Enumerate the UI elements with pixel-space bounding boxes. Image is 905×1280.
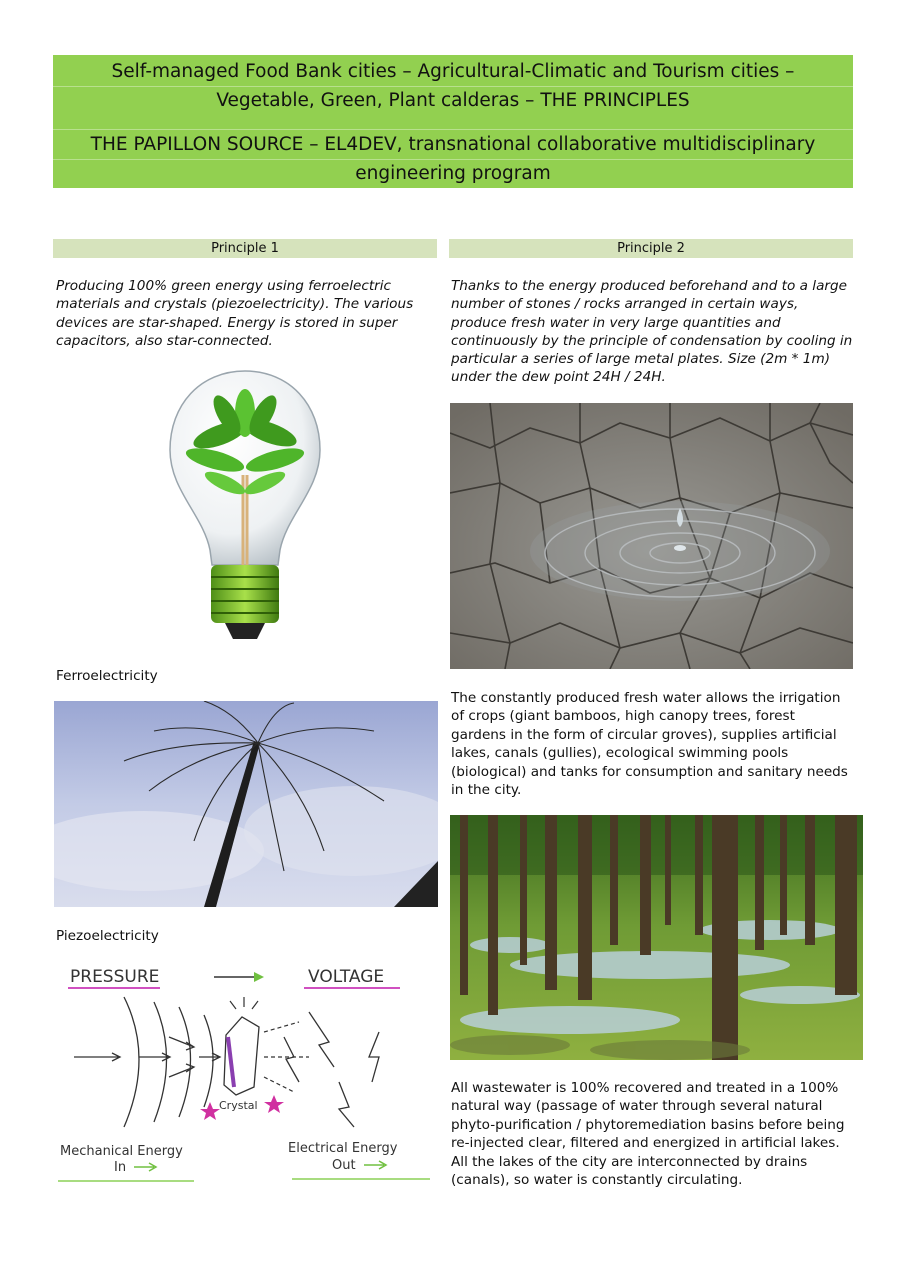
principle-1-intro [56, 277, 436, 350]
text-line: (biological) and tanks for consumption and sanitary needs [451, 763, 848, 780]
text-line: Thanks to the energy produced beforehand and to a large [451, 278, 847, 294]
text-line: All wastewater is 100% recovered and treated in a 100% [451, 1080, 839, 1096]
text-line: under the dew point 24H / 24H. [451, 369, 666, 386]
mechanical-energy-text: Mechanical Energy [60, 1144, 183, 1159]
text-line: phyto-purification / phytoremediation basins before being [451, 1116, 845, 1133]
text-line: Producing 100% green energy using ferroelectric [56, 278, 391, 294]
text-line: lakes, canals (gullies), ecological swimming pools [451, 745, 789, 762]
text-line: materials and crystals (piezoelectricity). The various [56, 296, 414, 313]
banner-title-line-3: THE PAPILLON SOURCE – EL4DEV, transnational collaborative multidisciplinary [90, 134, 816, 155]
text-line: gardens in the form of circular groves), supplies artificial [451, 726, 837, 743]
electrical-energy-text: Electrical Energy [288, 1141, 398, 1156]
piezoelectricity-diagram [54, 957, 438, 1189]
principle-1-heading: Principle 1 [53, 239, 437, 258]
banner-title-line-2: Vegetable, Green, Plant calderas – THE PRINCIPLES [216, 90, 690, 111]
electrical-out-text: Out [332, 1158, 356, 1173]
pressure-text: PRESSURE [70, 967, 160, 987]
lightbulb-plant-image [165, 365, 325, 645]
text-line: natural way (passage of water through several natural [451, 1098, 823, 1115]
principle-2-heading: Principle 2 [449, 239, 853, 258]
text-line: of crops (giant bamboos, high canopy trees, forest [451, 708, 795, 725]
text-line: produce fresh water in very large quantities and [451, 314, 781, 331]
text-line: re-injected clear, filtered and energized in artificial lakes. [451, 1135, 840, 1152]
ferroelectricity-image [54, 701, 438, 907]
text-line: devices are star-shaped. Energy is stored in super [56, 314, 398, 331]
text-line: (canals), so water is constantly circulating. [451, 1172, 743, 1189]
ferroelectricity-label: Ferroelectricity [56, 668, 158, 684]
piezoelectricity-label: Piezoelectricity [56, 928, 159, 944]
banner-title-line-4: engineering program [355, 163, 551, 184]
cracked-earth-water-image [450, 403, 853, 669]
principle-2-intro [451, 277, 855, 387]
text-line: in the city. [451, 782, 522, 799]
fresh-water-paragraph [451, 689, 855, 799]
title-banner [53, 55, 853, 188]
banner-title-line-1: Self-managed Food Bank cities – Agricultural-Climatic and Tourism cities – [111, 61, 795, 82]
text-line: number of stones / rocks arranged in certain ways, [451, 296, 799, 313]
crystal-text: Crystal [219, 1099, 258, 1112]
voltage-text: VOLTAGE [308, 967, 385, 987]
mechanical-in-text: In [114, 1160, 127, 1175]
text-line: All the lakes of the city are interconnected by drains [451, 1153, 808, 1170]
text-line: The constantly produced fresh water allows the irrigation [451, 690, 841, 706]
wastewater-paragraph [451, 1079, 855, 1189]
forest-water-image [450, 815, 863, 1060]
text-line: capacitors, also star-connected. [56, 332, 273, 349]
text-line: continuously by the principle of condensation by cooling in [451, 332, 853, 349]
text-line: particular a series of large metal plates. Size (2m * 1m) [451, 351, 830, 368]
